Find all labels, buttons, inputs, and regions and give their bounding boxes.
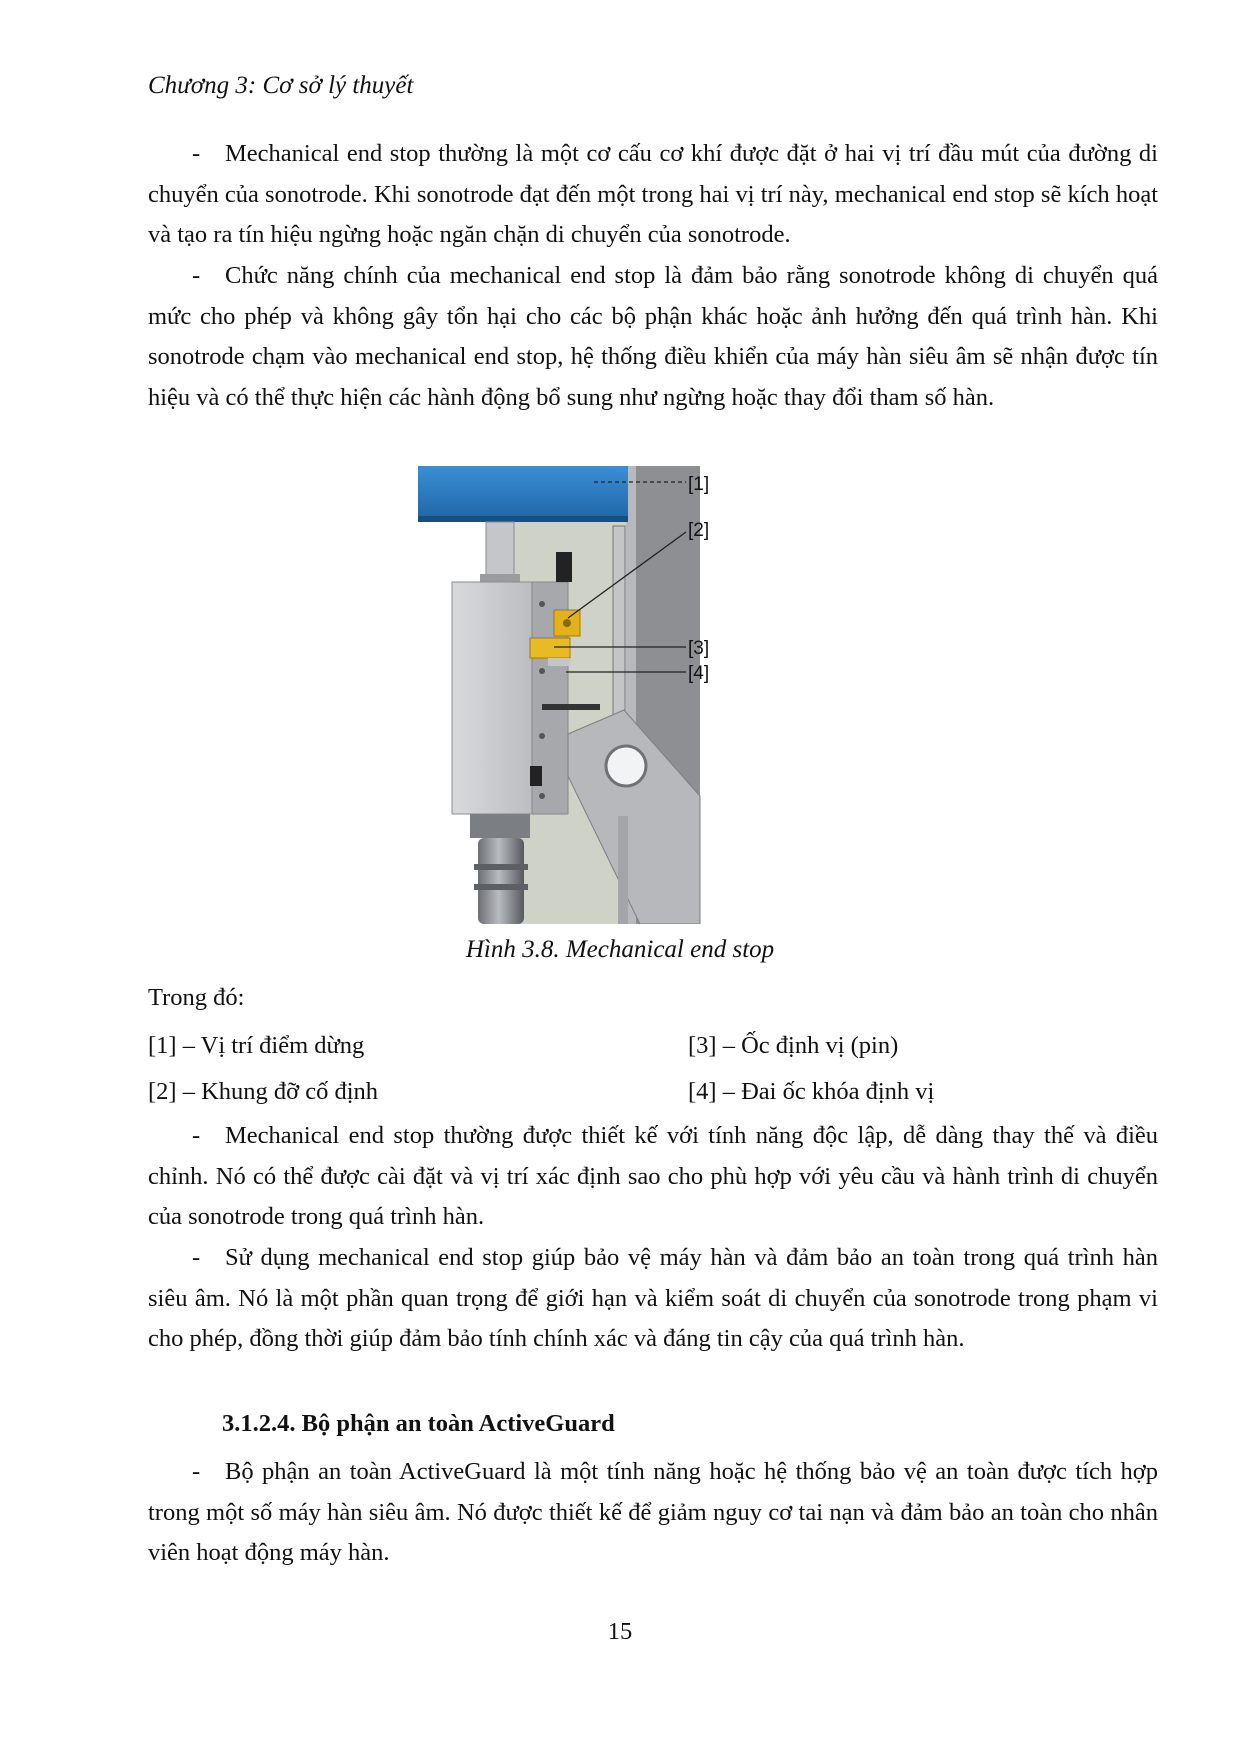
machine-illustration: [418, 466, 890, 924]
figure-caption: Hình 3.8. Mechanical end stop: [465, 936, 775, 963]
paragraph-3: [148, 1116, 1158, 1238]
paragraph-5: [148, 1452, 1158, 1574]
legend-item-1: [1] – Vị trí điểm dừng: [148, 1032, 365, 1059]
legend-intro: Trong đó:: [148, 984, 245, 1011]
callout-2: [2]: [688, 520, 710, 541]
page-number: 15: [607, 1618, 633, 1645]
dash-bullet: -: [192, 140, 201, 167]
legend-item-2: [2] – Khung đỡ cố định: [148, 1078, 379, 1105]
paragraph-text: Mechanical end stop thường là một cơ cấu cơ khí được đặt ở hai vị trí đầu mút của đường di chuyển của sonotrode. Khi sonotrode đạt đến một trong hai vị trí này, mechanical end stop sẽ kích hoạt và tạo ra tín hiệu ngừng hoặc ngăn chặn di chuyển của sonotrode.: [148, 140, 1158, 249]
running-head: Chương 3: Cơ sở lý thuyết: [148, 72, 414, 99]
callout-3: [3]: [688, 638, 710, 659]
dash-bullet: -: [192, 1122, 201, 1149]
section-heading: 3.1.2.4. Bộ phận an toàn ActiveGuard: [222, 1410, 615, 1437]
mechanical-end-stop-figure: [418, 466, 890, 924]
dash-bullet: -: [192, 1244, 201, 1271]
dash-bullet: -: [192, 1458, 201, 1485]
paragraph-text: Chức năng chính của mechanical end stop là đảm bảo rằng sonotrode không di chuyển quá mức cho phép và không gây tổn hại cho các bộ phận khác hoặc ảnh hưởng đến quá trình hàn. Khi sonotrode chạm vào mechanical end stop, hệ thống điều khiển của máy hàn siêu âm sẽ nhận được tín hiệu và có thể thực hiện các hành động bổ sung như ngừng hoặc thay đổi tham số hàn.: [148, 262, 1158, 411]
dash-bullet: -: [192, 262, 201, 289]
paragraph-1: [148, 134, 1158, 256]
legend-item-4: [4] – Đai ốc khóa định vị: [688, 1078, 935, 1105]
callout-4: [4]: [688, 663, 710, 684]
paragraph-text: Mechanical end stop thường được thiết kế với tính năng độc lập, dễ dàng thay thế và điều chỉnh. Nó có thể được cài đặt và vị trí xác định sao cho phù hợp với yêu cầu và hành trình di chuyển của sonotrode trong quá trình hàn.: [148, 1122, 1158, 1231]
paragraph-text: Bộ phận an toàn ActiveGuard là một tính năng hoặc hệ thống bảo vệ an toàn được tích hợp trong một số máy hàn siêu âm. Nó được thiết kế để giảm nguy cơ tai nạn và đảm bảo an toàn cho nhân viên hoạt động máy hàn.: [148, 1458, 1158, 1567]
paragraph-4: [148, 1238, 1158, 1360]
callout-1: [1]: [688, 474, 710, 495]
paragraph-text: Sử dụng mechanical end stop giúp bảo vệ máy hàn và đảm bảo an toàn trong quá trình hàn siêu âm. Nó là một phần quan trọng để giới hạn và kiểm soát di chuyển của sonotrode trong phạm vi cho phép, đồng thời giúp đảm bảo tính chính xác và đáng tin cậy của quá trình hàn.: [148, 1244, 1158, 1353]
paragraph-2: [148, 256, 1158, 418]
legend-item-3: [3] – Ốc định vị (pin): [688, 1032, 899, 1059]
